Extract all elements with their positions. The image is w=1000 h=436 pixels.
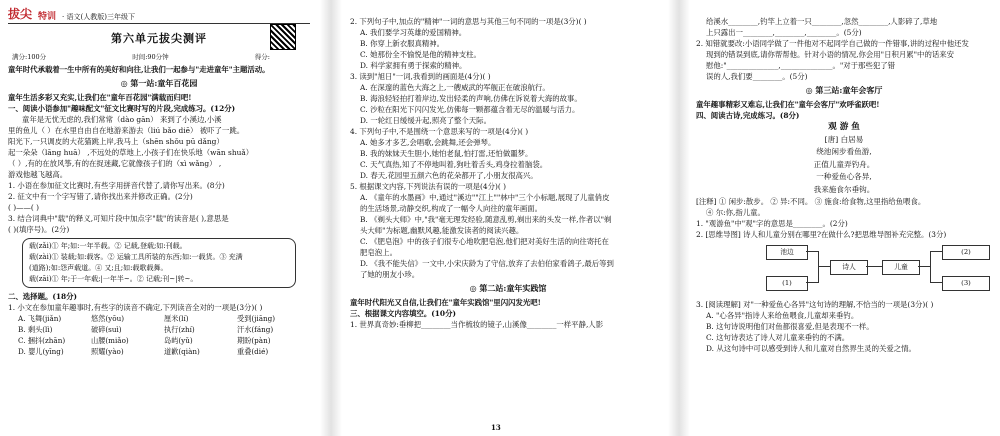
question-1-3-cont: ( )(填序号)。(2分) [8,225,70,234]
answer-box-1[interactable]: (1) [766,276,808,291]
option: 的生活场景,动静交织,构成了一幅令人向往的童年画面。 [360,204,543,213]
header-subtitle: · 语文(人教版)三年级下 [62,13,135,21]
option: D. 科学家拥有勇于探索的精神。 [360,61,467,70]
child-box: 儿童 [882,260,920,275]
page-number: 13 [491,423,501,432]
exam-meta [8,52,310,61]
option-cell: 照耀(yào) [91,347,124,356]
question-3-1: 1. 世界真奇妙:垂柳把________当作梳妆的镜子,山溪像________一样平静,人影 [350,320,604,329]
question-4-1: 1. "观游鱼"中"观"字的意思是________。(2分) [696,219,848,228]
option-cell: C. 捆抖(zhān) [18,336,66,345]
option: A. 我们要学习英雄的爱国精神。 [360,28,467,37]
connector-line [918,266,930,267]
option: B. 你穿上新衣服真精神。 [360,39,445,48]
option: C. 她那份全不愉悦是他的精神支柱。 [360,50,481,59]
option: A. 《童年的水墨画》中,通过"溪边""江上""林中"三个小标题,展现了儿童俏皮 [360,193,610,202]
poem-line: 我来施食尔垂钩。 [813,184,875,194]
option: D. 春天,花园里五颜六色的花朵都开了,小朋友很高兴。 [360,171,538,180]
passage [8,114,310,180]
option-cell: 破碎(suì) [91,325,122,334]
page-header [8,4,310,24]
page-title: 第六单元拔尖测评 [111,32,207,45]
option: 头大师"为标题,幽默风趣,能激发读者的阅读兴趣。 [360,226,524,235]
passage-line: 游戏他越飞越高。 [8,170,68,179]
score-field: 得分: [254,53,270,61]
option-cell: 厘米(lí) [164,314,189,323]
question-3-2: 2. 知错就要改:小语同学做了一件他对不起同学自己做的一件错事,讲的过程中他还发 [696,39,969,48]
option-cell: 道歉(qiàn) [164,347,200,356]
dict-entry: 载(zài)① 装载;如:载客。② 运输工具所装的东西;如:一载货。③ 充满 [29,253,243,261]
poem-line: 绕池闲步看鱼游, [816,147,872,156]
answer-box-2[interactable]: (2) [942,245,990,260]
station-3-title: ◎ 第三站:童年会客厅 [805,85,883,95]
duration: 时间:90分钟 [132,53,169,61]
option: B. 我的妹妹天生胆小,她怕老鼠,怕打雷,还怕做噩梦。 [360,149,533,158]
option: C. 天气真热,知了不停地叫着,狗吐着舌头,鸡身拉着脑袋。 [360,160,548,169]
qr-code-icon [270,24,296,50]
question-2-5: 5. 根据课文内容,下列说法有误的一项是(4分)( ) [350,182,506,191]
poet-box: 诗人 [830,260,868,275]
poem-notes: ④ 尔:你,指儿童。 [706,208,765,217]
question-3-1-cont: 给溪水________,钓竿上立着一只________,忽然________,人影碎了,草地 [706,17,938,26]
page-fold [320,0,342,436]
left-column [0,0,318,436]
connector-line [806,251,818,252]
dictionary-box [22,238,296,288]
right-column [688,0,1000,436]
poem-notes: [注释] ① 闲步:散步。 ② 异:不同。 ③ 施食:给食物,这里指给鱼喂食。 [696,197,926,206]
answer-blank[interactable]: ( )——( ) [8,203,40,212]
option-cell: 执行(zhí) [164,325,195,334]
options-table [8,313,310,357]
option: A. 在深邃的蓝色大海之上,一艘威武的军舰正在破浪航行。 [360,83,550,92]
passage-line: 起一朵朵（lāng huā） ,不远处的草地上,小孩子们在快乐地（wān shuǎ） [8,148,254,157]
connector-line [818,266,830,267]
passage-line: 阳光下,一只调皮的大花猫跳上岸,我马上（shēn shǒu pū dǎng） [8,137,224,146]
option: D. 《我不能失信》一文中,小宋庆龄为了守信,放弃了去伯伯家看鸽子,最后等到 [360,259,614,268]
station-1-desc: 童年生活多彩又充实,让我们在"童年百花园"满载而归吧! [8,93,192,102]
question-2-4: 4. 下列句子中,不是围绕一个意思来写的一项是(4分)( ) [350,127,529,136]
station-2-title: ◎ 第二站:童年实践馆 [469,283,547,293]
option-cell: 重叠(dié) [237,347,269,356]
poem [696,121,992,196]
option-cell: 悠然(yōu) [91,314,125,323]
intro-text: 童年时代承载着一生中所有的美好和向往,让我们一起参与"走进童年"主题活动。 [8,65,270,74]
question-3-2-cont: 慰他:"______________,______________。"对于那些犯了错 [706,61,896,70]
poem-author: [唐] 白居易 [824,134,864,144]
connector-line [930,251,942,252]
station-1-title: ◎ 第一站:童年百花园 [120,78,198,88]
option: 肥皂泡上。 [360,248,397,257]
station-3-desc: 童年趣事精彩又难忘,让我们在"童年会客厅"欢呼雀跃吧! [696,100,880,109]
pool-box: 池边 [766,245,808,260]
question-2-1: 1. 小文在参加童年趣事时,有些字的读音不确定,下列读音全对的一项是(3分)( ) [8,303,263,312]
question-3-1-cont: 上只露出一________,________,________。(5分) [706,28,862,37]
option: C. 这句诗表达了诗人对儿童来垂钓的不满。 [706,333,850,342]
dict-entry: 载(zāi)① 年;于一年载;|一年半~。② 记载;刊~|转~。 [29,275,198,283]
option: A. 她多才多艺,会唱歌,会跳舞,还会弹琴。 [360,138,496,147]
brand-logo: 拔尖 [8,7,33,21]
connector-line [930,251,931,283]
option: B. 《剃头大师》中,"我"毫无理发经验,随意乱剪,剃出来的头发一样,作者以"剃 [360,215,612,224]
option: B. 海浪轻轻拍打着岸边,发出轻柔的声响,仿佛在诉说着大海的故事。 [360,94,582,103]
question-2-3: 3. 读到"旭日"一词,我看到的画面是(4分)( ) [350,72,491,81]
option-cell: D. 婴儿(yīng) [18,347,64,356]
passage-line: 里的鱼儿（ ）在水里自由自在地游来游去（liú bǎo diē） 被吓了一跳。 [8,126,245,135]
option-cell: B. 剩头(lì) [18,325,53,334]
option-cell: 岛屿(yǔ) [164,336,193,345]
connector-line [806,282,818,283]
option: D. 从这句诗中可以感受到诗人和儿童对自然界生灵的关爱之情。 [706,344,916,353]
section-1-title: 一、阅读小语参加"趣味配文"征文比赛时写的片段,完成练习。(12分) [8,104,236,113]
option: A. "心各异"指诗人来给鱼喂食,儿童却来垂钓。 [706,311,859,320]
dict-entry: 载(zǎi)① 年;如:一年半载。② 记载,登载;如:刊载。 [29,242,187,250]
station-2-desc: 童年时代阳光又自信,让我们在"童年实践馆"里闪闪发光吧! [350,298,541,307]
option-cell: A. 飞舞(jiǎn) [18,314,62,323]
mind-map [696,242,992,296]
poem-line: 一种爱鱼心各异, [816,172,872,181]
poem-line: 正值儿童弄钓舟。 [813,159,875,169]
option: B. 这句诗说明他们对鱼都很喜爱,但是表现不一样。 [706,322,874,331]
question-3-2-cont: 误的人,我们要________。(5分) [706,72,808,81]
option-cell: 山腰(miǎo) [91,336,129,345]
page-fold [668,0,690,436]
question-1-3: 3. 结合词典中"载"的释义,可知片段中加点字"载"的读音是( ),意思是 [8,214,229,223]
question-1-2: 2. 征文中有一个字写错了,请你找出来并修改正确。(2分) [8,192,193,201]
question-2-2: 2. 下列句子中,加点的"精神"一词的意思与其他三句不同的一项是(3分)( ) [350,17,587,26]
brand-logo-sub: 特训 [38,12,57,22]
question-1-1: 1. 小语在参加征文比赛时,有些字用拼音代替了,请你写出来。(8分) [8,181,225,190]
connector-line [818,251,819,283]
passage-line: 童年是无忧无虑的,我们常常（dào gān） 来到了小溪边,小溪 [22,115,222,124]
section-4-title: 四、阅读古诗,完成练习。(8分) [696,111,800,120]
poem-title: 观 游 鱼 [828,122,860,132]
option: C. 沙粒在阳光下闪闪发光,仿佛每一颗都蕴含着无尽的温暖与活力。 [360,105,580,114]
option-cell: 受到(jiāng) [237,314,276,323]
passage-line: （ ）,有的在放风筝,有的在捉迷藏,它就像孩子们的（xì wǎng） , [8,159,222,168]
option: 了她的朋友小珍。 [360,270,420,279]
middle-column [342,0,674,436]
option: C. 《肥皂泡》中的孩子们很专心地吹肥皂泡,他们把对美好生活的向往寄托在 [360,237,609,246]
dict-entry: (道路);如:怨声载道。④ 又;且;如:载歌载舞。 [29,264,168,272]
question-4-2: 2. [思维导图] 诗人和儿童分别在哪里?在做什么?把思维导图补充完整。(3分) [696,230,947,239]
full-score: 满分:100分 [12,53,47,61]
question-4-3: 3. [阅读理解] 对"一种爱鱼心各异"这句诗的理解,不恰当的一项是(3分)( ) [696,300,934,309]
connector-line [866,266,882,267]
connector-line [930,282,942,283]
option-cell: 汗水(fáng) [237,325,274,334]
option-cell: 期盼(pàn) [237,336,271,345]
option: D. 一轮红日缓缓升起,照亮了整个天际。 [360,116,491,125]
question-3-2-cont: 现到的错误到底,请你帮帮他。针对小语的情况,你会用"日积月累"中的话来安 [706,50,955,59]
section-3-title: 三、根据课文内容填空。(10分) [350,309,456,318]
section-2-title: 二、选择题。(18分) [8,292,78,301]
answer-box-3[interactable]: (3) [942,276,990,291]
